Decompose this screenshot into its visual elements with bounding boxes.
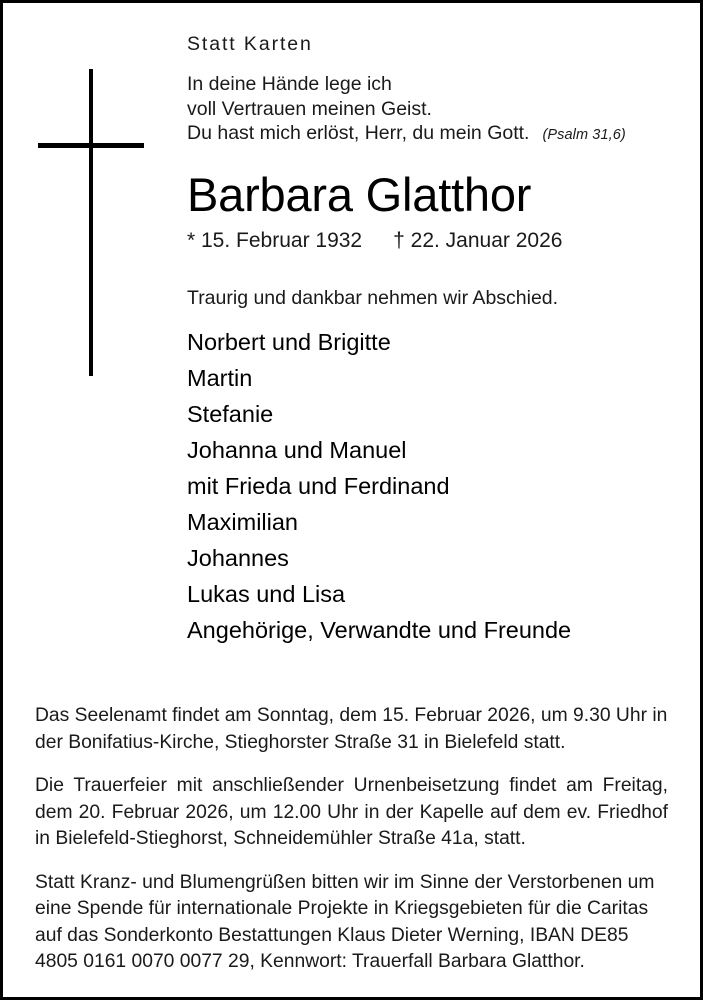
list-item: Stefanie	[187, 400, 274, 427]
statt-karten-heading: Statt Karten	[187, 33, 313, 55]
farewell-text: Traurig und dankbar nehmen wir Abschied.	[187, 286, 559, 309]
list-item: Martin	[187, 364, 253, 391]
list-item: Lukas und Lisa	[187, 580, 346, 607]
mass-service-paragraph: Das Seelenamt findet am Sonntag, dem 15. Februar 2026, um 9.30 Uhr in der Bonifatius-Kirche, Stieghorster Straße 31 in Bielefeld statt.	[35, 705, 668, 753]
list-item: mit Frieda und Ferdinand	[187, 472, 450, 499]
latin-cross-icon	[38, 69, 144, 376]
list-item: Johanna und Manuel	[187, 436, 407, 463]
bible-verse	[187, 72, 680, 148]
verse-reference: (Psalm 31,6)	[542, 127, 626, 144]
notice-lower-section	[35, 703, 668, 976]
list-item: Maximilian	[187, 508, 298, 535]
verse-line-2: voll Vertrauen meinen Geist.	[187, 97, 432, 120]
life-dates	[187, 228, 680, 254]
cross-horizontal-bar	[38, 143, 144, 148]
verse-line-1: In deine Hände lege ich	[187, 73, 392, 96]
list-item: Johannes	[187, 544, 289, 571]
list-item: Norbert und Brigitte	[187, 328, 391, 355]
birth-date: * 15. Februar 1932	[187, 228, 363, 252]
funeral-ceremony-paragraph: Die Trauerfeier mit anschließender Urnenbeisetzung findet am Freitag, dem 20. Februar 2026, um 12.00 Uhr in der Kapelle auf dem ev. Friedhof in Bielefeld-Stieghorst, Schneidemühler Straße 41a, statt.	[35, 775, 668, 849]
notice-upper-section	[187, 3, 680, 664]
verse-line-3-row	[187, 121, 680, 148]
cross-vertical-stem	[89, 69, 93, 376]
mourners-list	[187, 324, 680, 648]
list-item: Angehörige, Verwandte und Freunde	[187, 616, 572, 643]
death-date: † 22. Januar 2026	[393, 228, 563, 252]
donation-request-paragraph: Statt Kranz- und Blumengrüßen bitten wir im Sinne der Verstorbenen um eine Spende für internationale Projekte in Kriegsgebieten für die Caritas auf das Sonderkonto Bestattungen Klaus Dieter Werning, IBAN DE85 4805 0161 0070 0077 29, Kennwort: Trauerfall Barbara Glatthor.	[35, 871, 655, 972]
deceased-name: Barbara Glatthor	[187, 167, 532, 221]
verse-line-3: Du hast mich erlöst, Herr, du mein Gott.	[187, 122, 530, 145]
